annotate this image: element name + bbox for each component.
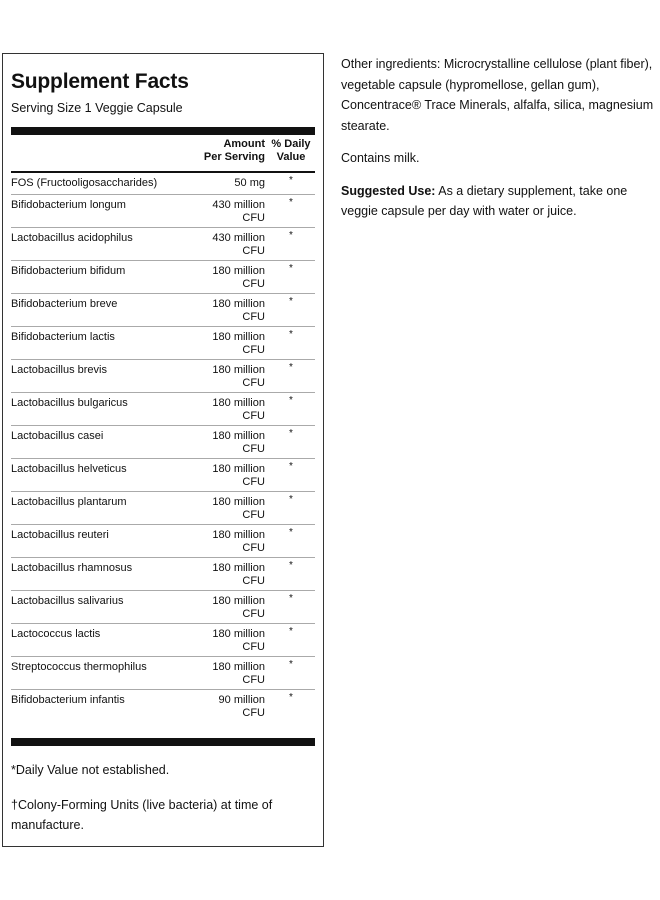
amount-unit: CFU (242, 607, 265, 620)
ingredient-row (11, 624, 315, 657)
ingredient-daily-value: * (289, 692, 293, 703)
ingredient-row (11, 261, 315, 294)
ingredient-daily-value: * (289, 626, 293, 637)
ingredient-row (11, 426, 315, 459)
ingredient-row (11, 690, 315, 723)
header-dv-line2: Value (276, 151, 306, 163)
ingredient-name: Lactococcus lactis (11, 628, 101, 640)
ingredient-amount (173, 397, 265, 422)
table-header (11, 138, 315, 165)
ingredient-name: Lactobacillus helveticus (11, 463, 127, 475)
ingredient-amount (173, 595, 265, 620)
ingredient-name: Lactobacillus reuteri (11, 529, 109, 541)
top-divider (11, 127, 315, 135)
amount-value: 180 million (212, 562, 265, 574)
amount-unit: CFU (242, 706, 265, 719)
suggested-use-label: Suggested Use: (341, 183, 436, 198)
ingredient-name: Bifidobacterium bifidum (11, 265, 126, 277)
other-ingredients: Other ingredients: Microcrystalline cellulose (plant fiber), vegetable capsule (hypromellose, gellan gum), Concentrace® Trace Minerals, alfalfa, silica, magnesium stearate. (341, 57, 654, 133)
ingredient-daily-value: * (289, 395, 293, 406)
header-dv-line1: % Daily (271, 138, 311, 150)
amount-unit: CFU (242, 211, 265, 224)
ingredient-amount (173, 430, 265, 455)
ingredient-name: Lactobacillus casei (11, 430, 104, 442)
bottom-divider (11, 738, 315, 746)
amount-unit: CFU (242, 376, 265, 389)
ingredient-row (11, 558, 315, 591)
ingredient-amount (173, 298, 265, 323)
ingredient-name: Lactobacillus brevis (11, 364, 107, 376)
ingredient-row (11, 173, 315, 195)
facts-title: Supplement Facts (11, 70, 189, 93)
ingredient-daily-value: * (289, 263, 293, 274)
ingredient-daily-value: * (289, 461, 293, 472)
ingredient-amount (173, 463, 265, 488)
amount-value: 180 million (212, 430, 265, 442)
ingredient-amount (173, 529, 265, 554)
ingredient-name: Lactobacillus acidophilus (11, 232, 133, 244)
ingredient-daily-value: * (289, 527, 293, 538)
amount-value: 180 million (212, 628, 265, 640)
ingredient-row (11, 591, 315, 624)
ingredient-name: Bifidobacterium lactis (11, 331, 115, 343)
ingredient-name: Lactobacillus plantarum (11, 496, 127, 508)
ingredient-amount (173, 199, 265, 224)
ingredient-daily-value: * (289, 593, 293, 604)
ingredient-daily-value: * (289, 197, 293, 208)
amount-value: 180 million (212, 661, 265, 673)
serving-size: Serving Size 1 Veggie Capsule (11, 101, 183, 115)
ingredient-daily-value: * (289, 362, 293, 373)
amount-unit: CFU (242, 343, 265, 356)
amount-unit: CFU (242, 508, 265, 521)
ingredient-daily-value: * (289, 230, 293, 241)
amount-value: 180 million (212, 463, 265, 475)
suggested-use-text: As a dietary supplement, take one veggie capsule per day with water or juice. (341, 183, 628, 218)
ingredient-row (11, 525, 315, 558)
amount-value: 50 mg (234, 177, 265, 189)
amount-value: 180 million (212, 298, 265, 310)
supplement-facts-panel (2, 53, 324, 847)
ingredient-daily-value: * (289, 428, 293, 439)
amount-unit: CFU (242, 541, 265, 554)
ingredient-amount (173, 628, 265, 653)
ingredient-daily-value: * (289, 329, 293, 340)
amount-value: 90 million (218, 694, 265, 706)
ingredient-row (11, 294, 315, 327)
amount-unit: CFU (242, 640, 265, 653)
amount-value: 180 million (212, 496, 265, 508)
ingredient-row (11, 327, 315, 360)
ingredients-column (341, 54, 659, 222)
ingredient-row (11, 459, 315, 492)
ingredient-daily-value: * (289, 175, 293, 186)
allergen-statement: Contains milk. (341, 151, 420, 165)
ingredient-amount (173, 694, 265, 719)
amount-value: 180 million (212, 331, 265, 343)
amount-value: 180 million (212, 265, 265, 277)
amount-value: 430 million (212, 232, 265, 244)
amount-value: 180 million (212, 397, 265, 409)
amount-unit: CFU (242, 310, 265, 323)
suggested-use (341, 181, 659, 222)
footnote-daily-value: *Daily Value not established. (11, 763, 170, 777)
ingredient-amount (173, 562, 265, 587)
ingredient-amount (173, 265, 265, 290)
ingredient-name: Bifidobacterium infantis (11, 694, 125, 706)
header-amount-line1: Amount (223, 138, 265, 150)
ingredient-daily-value: * (289, 659, 293, 670)
ingredient-name: Lactobacillus bulgaricus (11, 397, 128, 409)
amount-unit: CFU (242, 475, 265, 488)
ingredient-amount (173, 496, 265, 521)
ingredient-row (11, 657, 315, 690)
ingredient-row (11, 360, 315, 393)
amount-value: 430 million (212, 199, 265, 211)
amount-unit: CFU (242, 673, 265, 686)
amount-value: 180 million (212, 595, 265, 607)
amount-unit: CFU (242, 277, 265, 290)
footnote-cfu: †Colony-Forming Units (live bacteria) at time of manufacture. (11, 798, 273, 832)
amount-value: 180 million (212, 364, 265, 376)
ingredient-name: Bifidobacterium longum (11, 199, 126, 211)
header-amount-line2: Per Serving (203, 151, 265, 163)
ingredient-amount (173, 232, 265, 257)
amount-unit: CFU (242, 244, 265, 257)
ingredient-name: FOS (Fructooligosaccharides) (11, 177, 158, 189)
ingredient-amount (173, 364, 265, 389)
facts-rows (11, 173, 315, 723)
header-daily-value (269, 138, 313, 164)
amount-value: 180 million (212, 529, 265, 541)
ingredient-name: Lactobacillus salivarius (11, 595, 124, 607)
amount-unit: CFU (242, 442, 265, 455)
ingredient-amount (173, 661, 265, 686)
ingredient-amount (173, 177, 265, 190)
ingredient-row (11, 195, 315, 228)
ingredient-daily-value: * (289, 494, 293, 505)
ingredient-amount (173, 331, 265, 356)
header-amount (173, 138, 265, 164)
amount-unit: CFU (242, 409, 265, 422)
ingredient-name: Lactobacillus rhamnosus (11, 562, 133, 574)
ingredient-daily-value: * (289, 296, 293, 307)
ingredient-name: Bifidobacterium breve (11, 298, 118, 310)
ingredient-name: Streptococcus thermophilus (11, 661, 147, 673)
ingredient-row (11, 228, 315, 261)
ingredient-row (11, 492, 315, 525)
ingredient-row (11, 393, 315, 426)
amount-unit: CFU (242, 574, 265, 587)
ingredient-daily-value: * (289, 560, 293, 571)
